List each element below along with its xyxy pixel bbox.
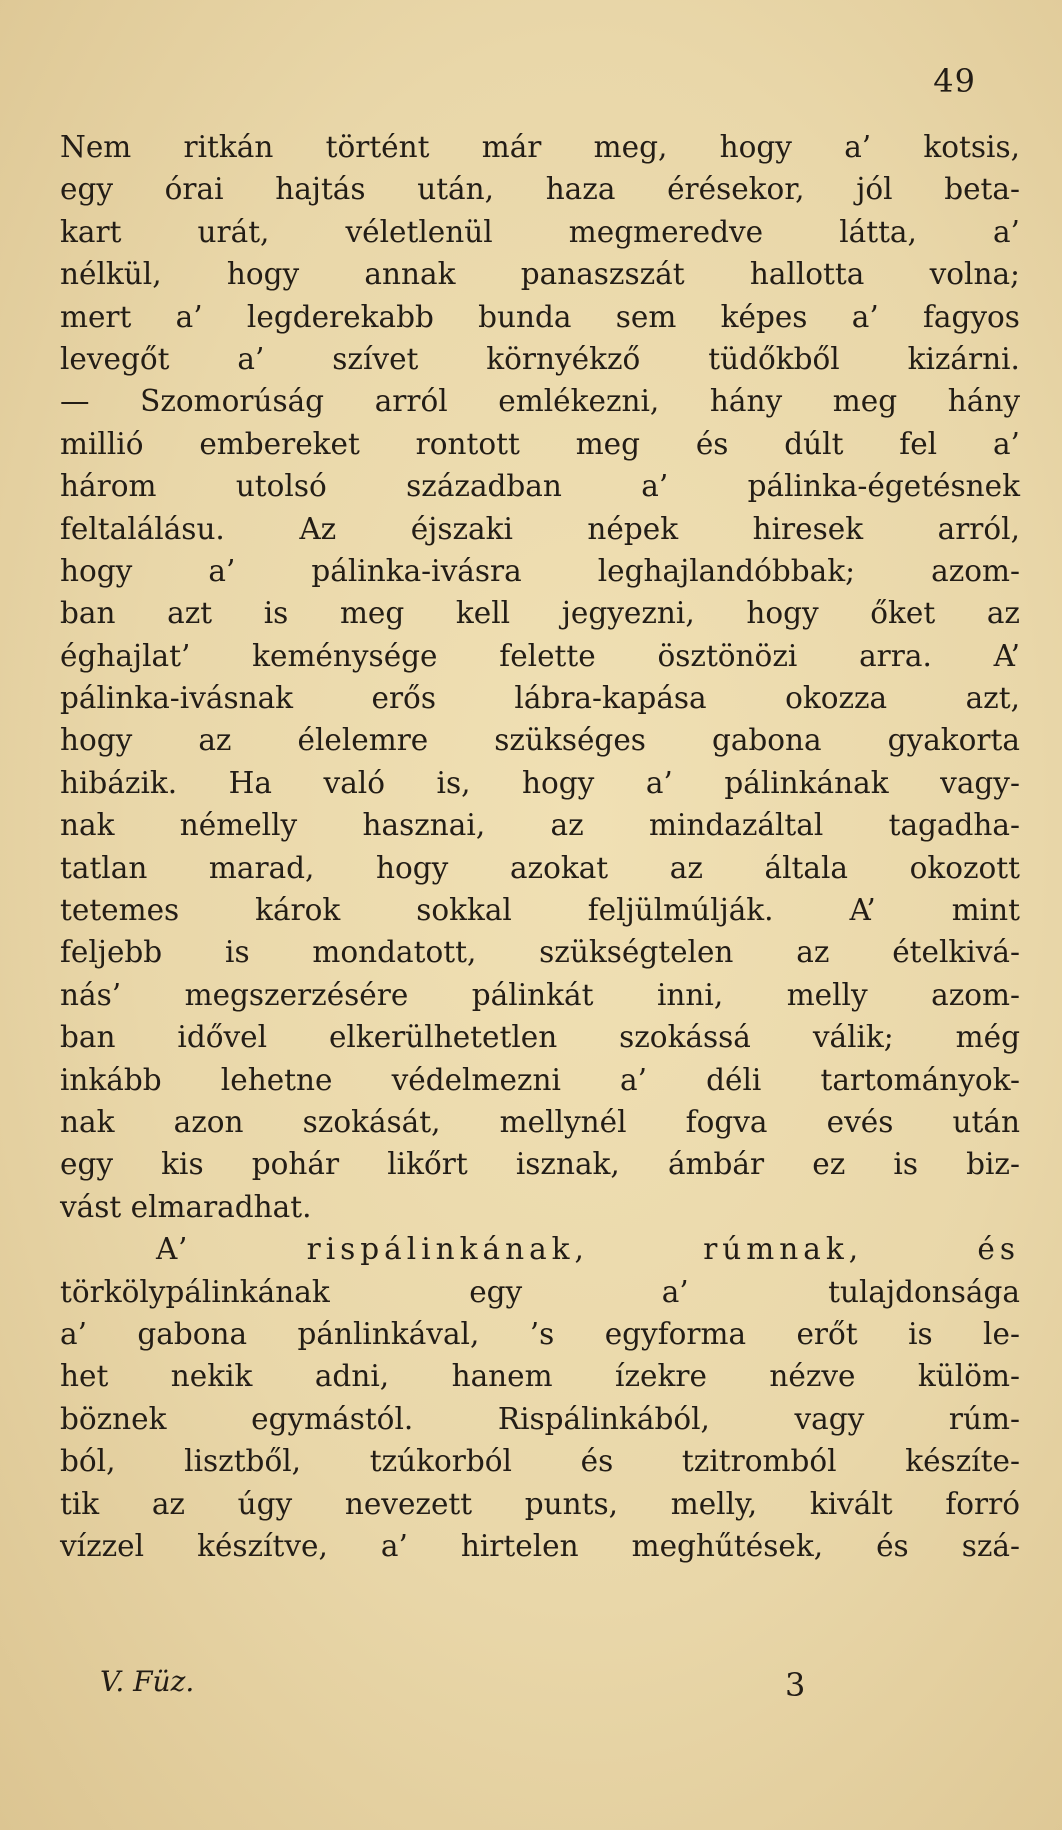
text-line: Nem ritkán történt már meg, hogy a’ kotsis, [60,130,1020,164]
text-line: feljebb is mondatott, szükségtelen az ételkivá- [60,935,1020,970]
text-line: ban idővel elkerülhetetlen szokássá válik; még [60,1020,1020,1055]
signature-mark: 3 [785,1666,806,1704]
text-line: éghajlat’ keménysége felette ösztönözi arra. A’ [60,638,1020,673]
volume-footer: V. Füz. [100,1665,195,1698]
text-line: vást elmaradhat. [60,1189,312,1224]
body-text [60,126,1020,1567]
text-line: A’ rispálinkának, rúmnak, és [156,1232,1020,1267]
text-line: nak némelly hasznai, az mindazáltal tagadha- [60,808,1020,843]
text-line: hibázik. Ha való is, hogy a’ pálinkának vagy- [60,765,1020,800]
text-line: feltalálásu. Az éjszaki népek hiresek arról, [60,511,1020,546]
text-line: hogy az élelemre szükséges gabona gyakorta [60,723,1020,758]
text-line: egy kis pohár likőrt isznak, ámbár ez is biz- [60,1147,1020,1182]
text-line: egy órai hajtás után, haza érésekor, jól beta- [60,172,1020,207]
text-line: vízzel készítve, a’ hirtelen meghűtések, és szá- [60,1528,1020,1563]
text-line: kart urát, véletlenül megmeredve látta, a’ [60,214,1020,249]
text-line: hogy a’ pálinka-ivásra leghajlandóbbak; azom- [60,553,1020,588]
text-line: tatlan marad, hogy azokat az általa okozott [60,850,1020,885]
text-line: pálinka-ivásnak erős lábra-kapása okozza azt, [60,681,1020,716]
text-line: nélkül, hogy annak panaszszát hallotta volna; [60,257,1020,292]
page-number: 49 [933,62,976,100]
text-line: inkább lehetne védelmezni a’ déli tartományok- [60,1062,1020,1097]
text-line: ban azt is meg kell jegyezni, hogy őket az [60,596,1020,631]
text-line: millió embereket rontott meg és dúlt fel a’ [60,426,1020,461]
text-line: — Szomorúság arról emlékezni, hány meg hány [60,384,1020,419]
text-line: nak azon szokását, mellynél fogva evés után [60,1104,1020,1139]
text-line: tetemes károk sokkal feljülmúlják. A’ mint [60,893,1020,928]
text-line: levegőt a’ szívet környékző tüdőkből kizárni. [60,341,1020,376]
text-line: törkölypálinkának egy a’ tulajdonsága [60,1274,1020,1309]
text-line: nás’ megszerzésére pálinkát inni, melly azom- [60,977,1020,1012]
text-line: mert a’ legderekabb bunda sem képes a’ fagyos [60,299,1020,334]
text-line: tik az úgy nevezett punts, melly, kivált forró [60,1486,1020,1521]
text-line: böznek egymástól. Rispálinkából, vagy rúm- [60,1401,1020,1436]
text-line: három utolsó században a’ pálinka-égetésnek [60,469,1020,504]
text-line: ból, lisztből, tzúkorból és tzitromból készíte- [60,1444,1020,1479]
text-line: a’ gabona pánlinkával, ’s egyforma erőt is le- [60,1316,1020,1351]
text-line: het nekik adni, hanem ízekre nézve külöm- [60,1359,1020,1394]
